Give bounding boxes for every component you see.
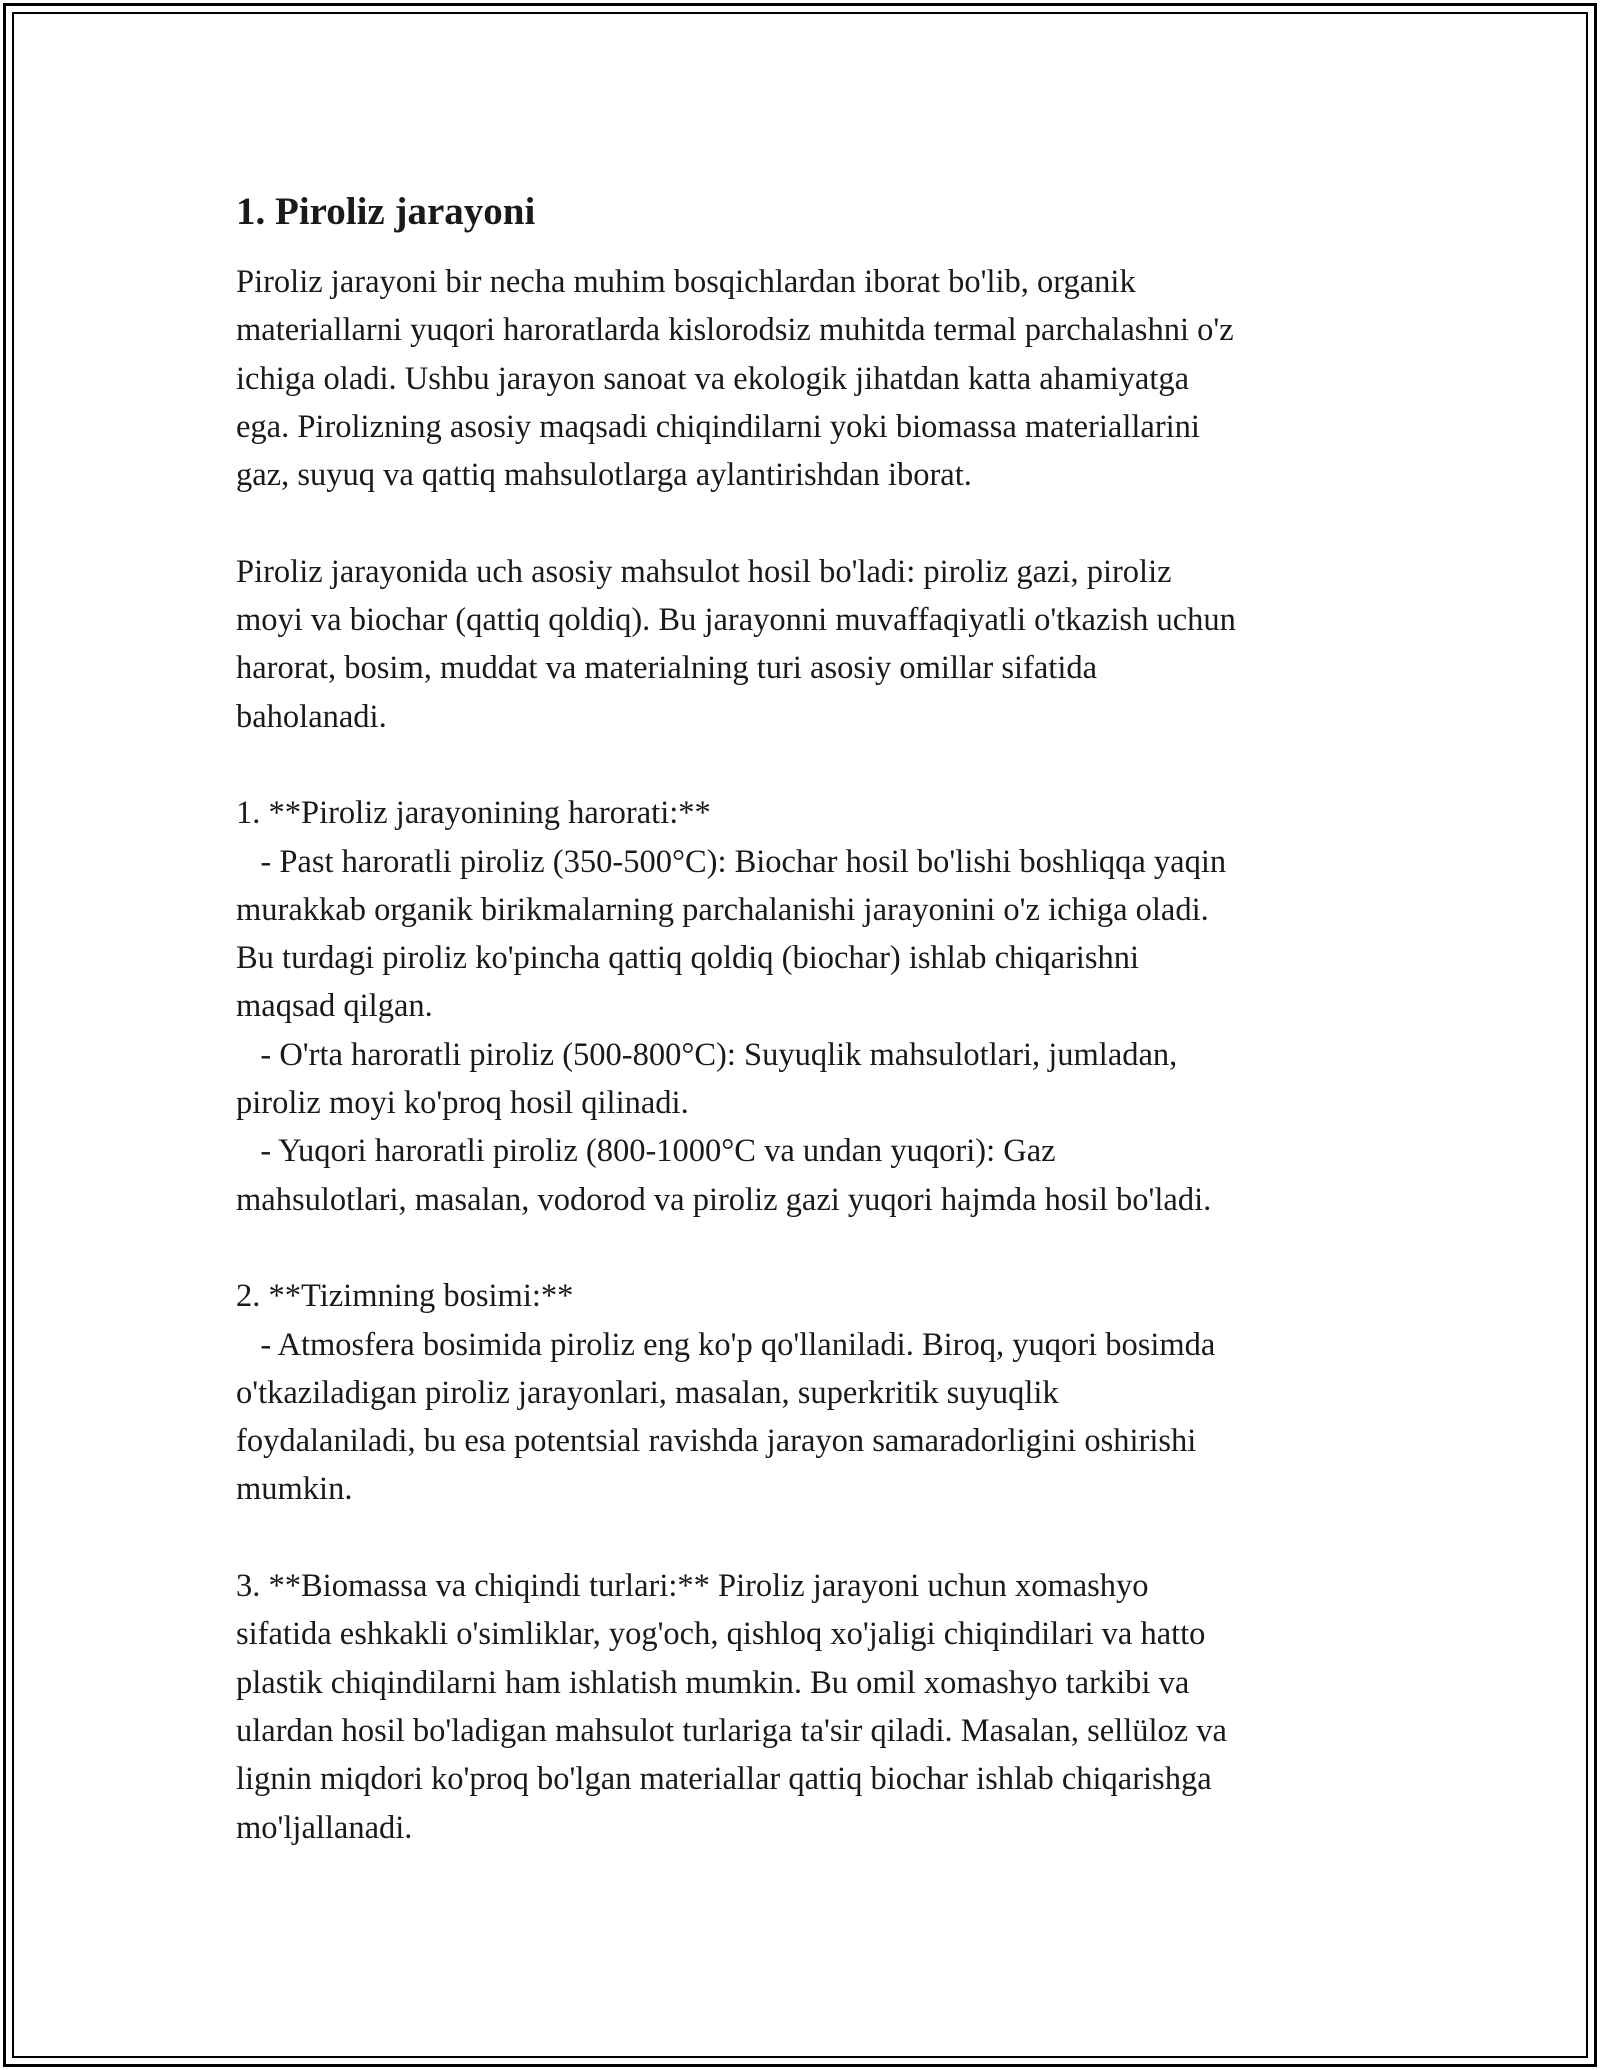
section-heading: 1. Piroliz jarayoni — [236, 190, 536, 233]
document-page — [236, 184, 1386, 1852]
body-text: Piroliz jarayoni bir necha muhim bosqichlardan iborat bo'lib, organik materiallarni yuqori haroratlarda kislorodsiz muhitda termal parchalashni o'z ichiga oladi. Ushbu jarayon sanoat va ekologik jihatdan katta ahamiyatga ega. Pirolizning asosiy maqsadi chiqindilarni yoki biomassa materiallarini gaz, suyuq va qattiq mahsulotlarga aylantirishdan iborat. Piroliz jarayonida uch asosiy mahsulot hosil bo'ladi: piroliz gazi, piroliz moyi va biochar (qattiq qoldiq). Bu jarayonni muvaffaqiyatli o'tkazish uchun harorat, bosim, muddat va materialning turi asosiy omillar sifatida baholanadi. 1. **Piroliz jarayonining harorati:** - Past haroratli piroliz (350-500°C): Biochar hosil bo'lishi boshliqqa yaqin murakkab organik birikmalarning parchalanishi jarayonini o'z ichiga oladi. Bu turdagi piroliz ko'pincha qattiq qoldiq (biochar) ishlab chiqarishni maqsad qilgan. - O'rta haroratli piroliz (500-800°C): Suyuqlik mahsulotlari, jumladan, piroliz moyi ko'proq hosil qilinadi. - Yuqori haroratli piroliz (800-1000°C va undan yuqori): Gaz mahsulotlari, masalan, vodorod va piroliz gazi yuqori hajmda hosil bo'ladi. 2. **Tizimning bosimi:** - Atmosfera bosimida piroliz eng ko'p qo'llaniladi. Biroq, yuqori bosimda o'tkaziladigan piroliz jarayonlari, masalan, superkritik suyuqlik foydalaniladi, bu esa potentsial ravishda jarayon samaradorligini oshirishi mumkin. 3. **Biomassa va chiqindi turlari:** Piroliz jarayoni uchun xomashyo sifatida eshkakli o'simliklar, yog'och, qishloq xo'jaligi chiqindilari va hatto plastik chiqindilarni ham ishlatish mumkin. Bu omil xomashyo tarkibi va ulardan hosil bo'ladigan mahsulot turlariga ta'sir qiladi. Masalan, sellüloz va lignin miqdori ko'proq bo'lgan materiallar qattiq biochar ishlab chiqarishga mo'ljallanadi. — [236, 264, 1236, 1846]
